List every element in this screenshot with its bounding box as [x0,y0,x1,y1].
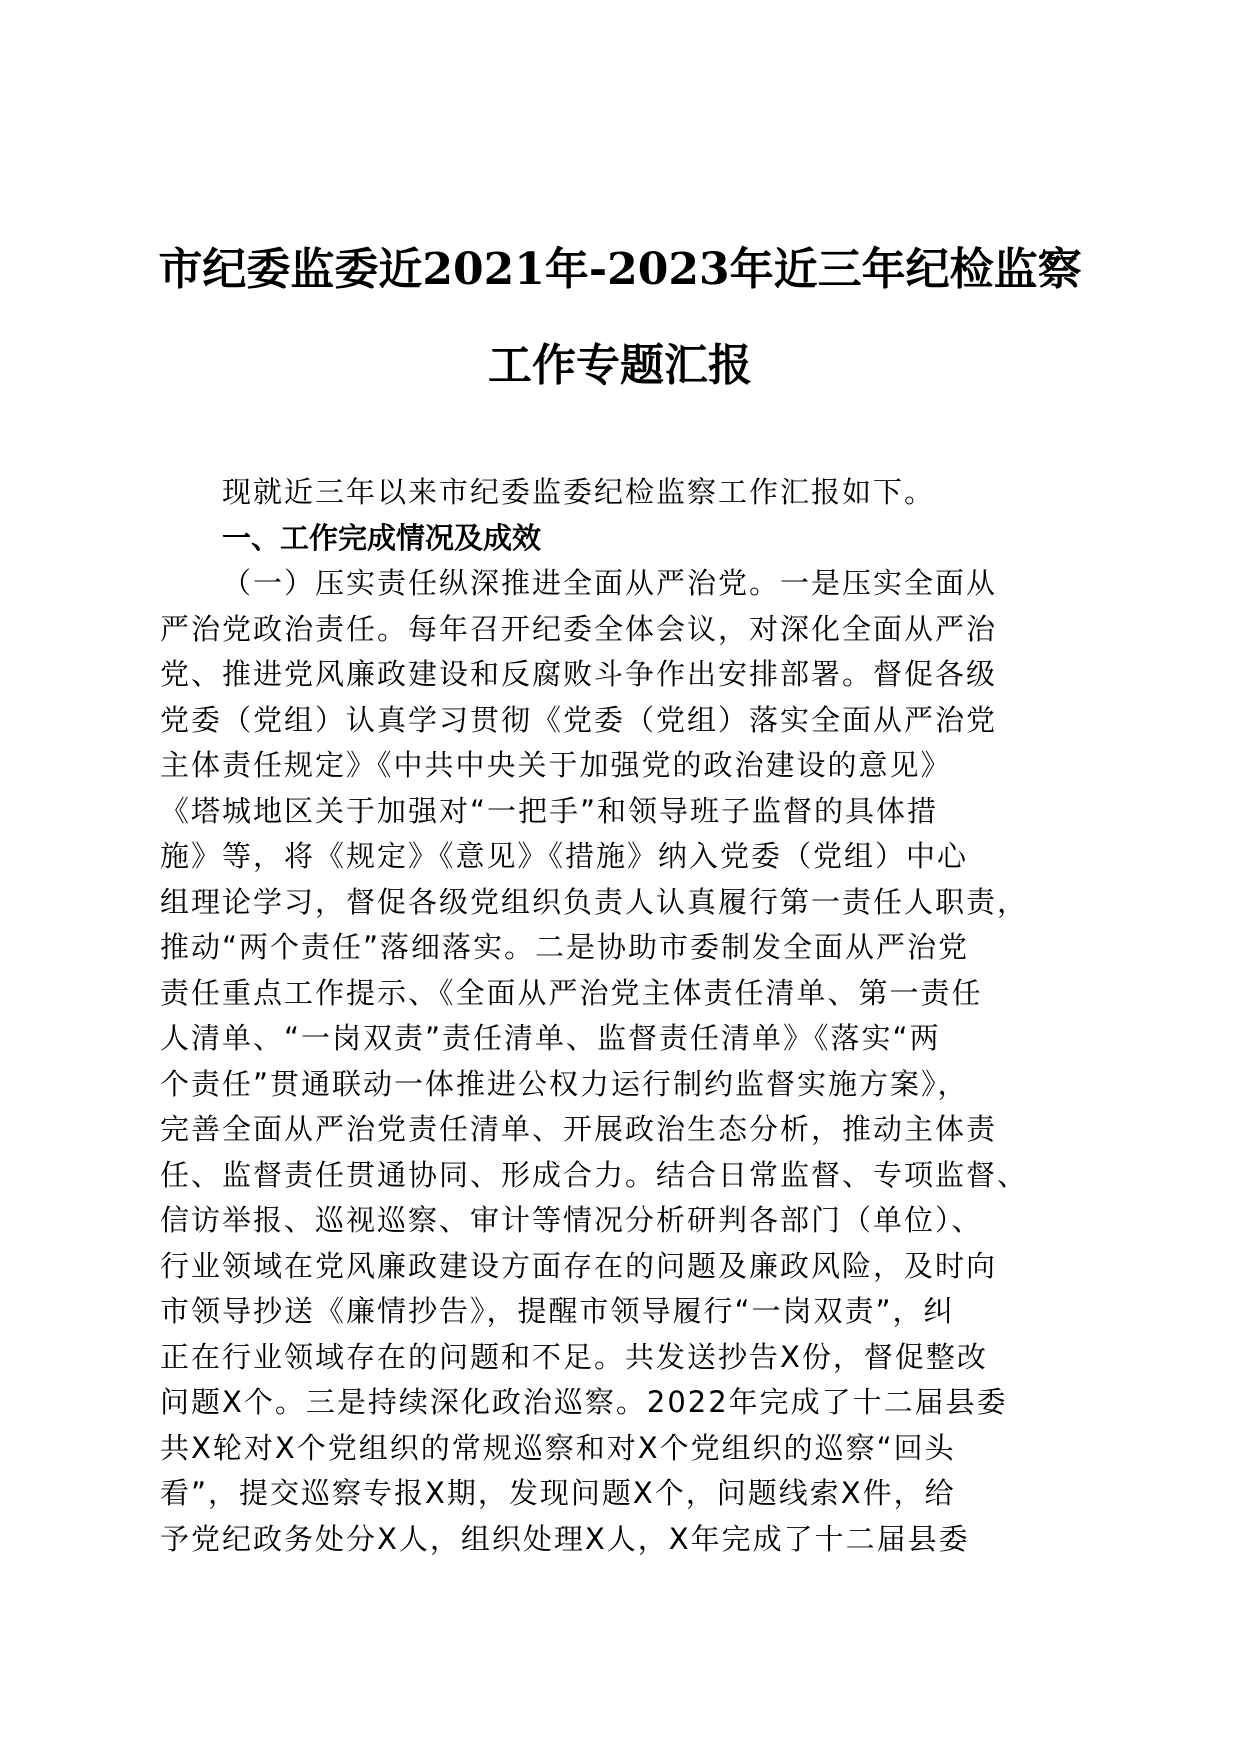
para1-line: 任、监督责任贯通协同、形成合力。结合日常监督、专项监督、 [160,1157,1029,1192]
para1-line: 推动“两个责任”落细落实。二是协助市委制发全面从严治党 [160,930,970,964]
para1-line: 正在行业领域存在的问题和不足。共发送抄告X份，督促整改 [160,1339,988,1374]
para1-line: 信访举报、巡视巡察、审计等情况分析研判各部门（单位）、 [160,1203,983,1237]
para1-line: 个责任”贯通联动一体推进公权力运行制约监督实施方案》， [160,1066,969,1101]
title-line-1: 市纪委监委近2021年-2023年近三年纪检监察 [158,244,1082,295]
document-title [140,222,1100,414]
para1-line: （一）压实责任纵深推进全面从严治党。一是压实全面从 [222,566,998,600]
para1-line: 严治党政治责任。每年召开纪委全体会议，对深化全面从严治 [160,611,998,646]
para1-line: 施》等，将《规定》《意见》《措施》纳入党委（党组）中心 [160,839,969,873]
para1-line: 党、推进党风廉政建设和反腐败斗争作出安排部署。督促各级 [160,657,998,691]
para1-line: 完善全面从严治党责任清单、开展政治生态分析，推动主体责 [160,1112,998,1146]
para1-line: 问题X个。三是持续深化政治巡察。2022年完成了十二届县委 [160,1385,1008,1419]
para1-line: 主体责任规定》《中共中央关于加强党的政治建设的意见》 [160,748,952,782]
section-heading: 一、工作完成情况及成效 [222,520,542,555]
paragraph-1 [160,561,1080,1562]
para1-line: 《塔城地区关于加强对“一把手”和领导班子监督的具体措 [160,793,939,828]
para1-line: 行业领域在党风廉政建设方面存在的问题及廉政风险，及时向 [160,1248,998,1283]
title-line-2: 工作专题汇报 [488,340,752,391]
document-body [160,470,1080,1562]
para1-line: 共X轮对X个党组织的常规巡察和对X个党组织的巡察“回头 [160,1430,956,1465]
intro-paragraph: 现就近三年以来市纪委监委纪检监察工作汇报如下。 [222,475,936,509]
para1-line: 责任重点工作提示、《全面从严治党主体责任清单、第一责任 [160,975,983,1010]
para1-line: 人清单、“一岗双责”责任清单、监督责任清单》《落实“两 [160,1021,941,1055]
para1-line: 市领导抄送《廉情抄告》，提醒市领导履行“一岗双责”，纠 [160,1294,955,1328]
para1-line: 看”，提交巡察专报X期，发现问题X个，问题线索X件，给 [160,1476,956,1510]
para1-line: 党委（党组）认真学习贯彻《党委（党组）落实全面从严治党 [160,702,998,737]
para1-line: 组理论学习，督促各级党组织负责人认真履行第一责任人职责， [160,884,1029,919]
para1-line: 予党纪政务处分X人，组织处理X人，X年完成了十二届县委 [160,1521,970,1556]
